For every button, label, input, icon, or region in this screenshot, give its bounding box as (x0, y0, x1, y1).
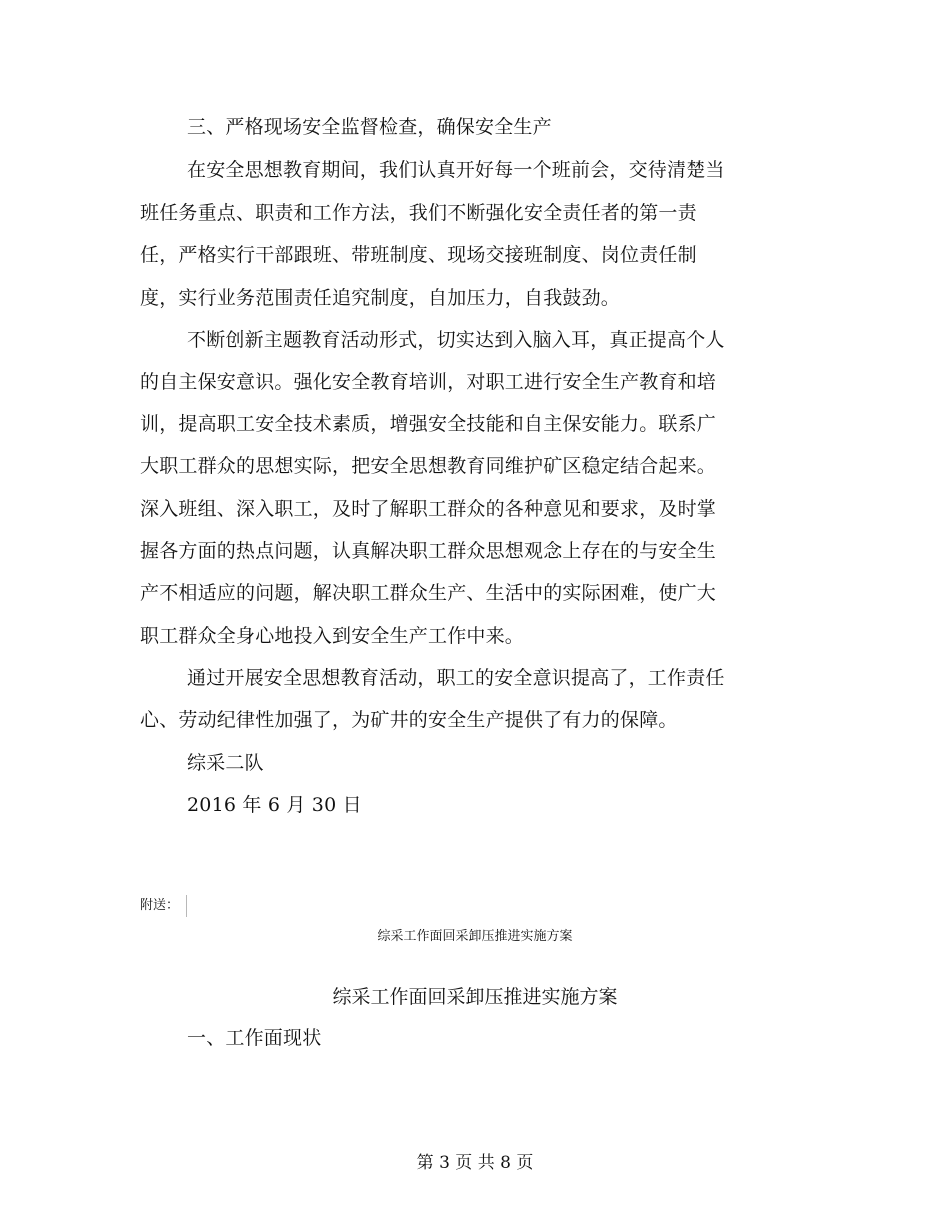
attachment-divider (186, 895, 187, 917)
paragraph-line: 握各方面的热点问题，认真解决职工群众思想观念上存在的与安全生 (140, 540, 717, 562)
paragraph-line: 大职工群众的思想实际，把安全思想教育同维护矿区稳定结合起来。 (140, 455, 717, 477)
attachment-running-title: 综采工作面回采卸压推进实施方案 (377, 929, 573, 944)
paragraph-line: 的自主保安意识。强化安全教育培训，对职工进行安全生产教育和培 (140, 371, 717, 393)
section-heading: 三、严格现场安全监督检查，确保安全生产 (187, 116, 552, 138)
attachment-title: 综采工作面回采卸压推进实施方案 (332, 986, 618, 1008)
paragraph-line: 度，实行业务范围责任追究制度，自加压力，自我鼓劲。 (140, 287, 621, 309)
paragraph-line: 产不相适应的问题，解决职工群众生产、生活中的实际困难，使广大 (140, 582, 717, 604)
section-heading: 一、工作面现状 (187, 1027, 322, 1049)
signature-org: 综采二队 (187, 752, 264, 774)
paragraph-line: 任，严格实行干部跟班、带班制度、现场交接班制度、岗位责任制 (140, 244, 697, 266)
attachment-label: 附送： (140, 898, 180, 913)
paragraph-line: 训，提高职工安全技术素质，增强安全技能和自主保安能力。联系广 (140, 413, 717, 435)
paragraph-line: 深入班组、深入职工，及时了解职工群众的各种意见和要求，及时掌 (140, 498, 717, 520)
page-footer: 第 3 页 共 8 页 (416, 1153, 534, 1173)
paragraph-line: 通过开展安全思想教育活动，职工的安全意识提高了，工作责任 (187, 667, 725, 689)
paragraph-line: 班任务重点、职责和工作方法，我们不断强化安全责任者的第一责 (140, 202, 697, 224)
paragraph-line: 职工群众全身心地投入到安全生产工作中来。 (140, 625, 525, 647)
paragraph-line: 在安全思想教育期间，我们认真开好每一个班前会，交待清楚当 (187, 159, 725, 181)
paragraph-line: 不断创新主题教育活动形式，切实达到入脑入耳，真正提高个人 (187, 329, 725, 351)
paragraph-line: 心、劳动纪律性加强了，为矿井的安全生产提供了有力的保障。 (140, 709, 678, 731)
signature-date: 2016 年 6 月 30 日 (187, 794, 362, 816)
